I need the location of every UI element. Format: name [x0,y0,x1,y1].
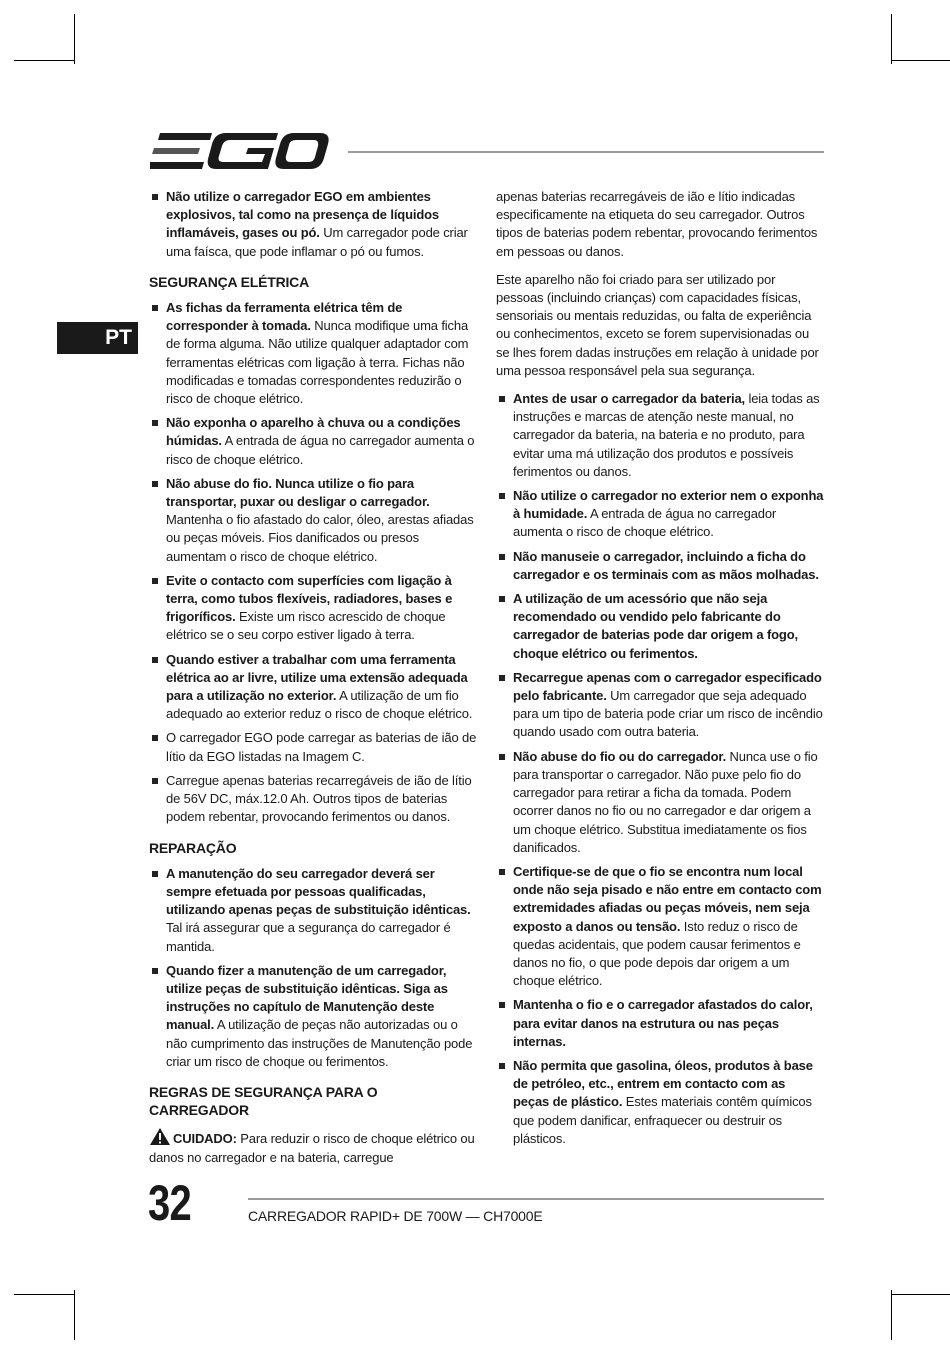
crop-mark [891,60,950,61]
list-item [149,865,477,956]
list-item [496,548,824,584]
bullet-text: Nunca modifique uma ficha de forma alguma. Não utilize qualquer adaptador com ferramentas elétricas com ligação à terra. Fichas não modificadas e tomadas correspondentes reduzirão o risco de choque elétrico. [166,318,469,407]
crop-mark [891,1294,950,1295]
list-item [149,475,477,566]
list-item [496,863,824,990]
bullet-text: Mantenha o fio afastado do calor, óleo, arestas afiadas ou peças móveis. Fios danificados ou presos aumentam o risco de choque elétrico. [166,512,474,564]
right-column [496,188,824,1154]
bullet-bold: As fichas da ferramenta elétrica têm de corresponder à tomada. [166,300,403,334]
bullet-text: Estes materiais contêm químicos que podem danificar, enfraquecer ou destruir os plásticos. [513,1094,812,1146]
crop-mark [891,14,892,64]
footer-rule [248,1198,824,1200]
bullet-text: A entrada de água no carregador aumenta o risco de choque elétrico. [166,433,475,467]
bullet-bold: Não utilize o carregador no exterior nem o exponha à humidade. [513,488,824,522]
bullet-bold: Não abuse do fio ou do carregador. [513,748,727,764]
charger-bullets [496,390,824,1148]
bullet-bold: Quando estiver a trabalhar com uma ferramenta elétrica ao ar livre, utilize uma extensão adequada para a utilização no exterior. [166,651,468,704]
bullet-text: Nunca use o fio para transportar o carregador. Não puxe pelo fio do carregador para retirar a ficha da tomada. Podem ocorrer danos no fio ou no carregador e dar origem a um choque elétrico. Substitua imediatamente os fios danificados. [513,748,818,855]
list-item [149,414,477,469]
crop-mark [14,1294,74,1295]
bullet-bold: Mantenha o fio e o carregador afastados do calor, para evitar danos na estrutura ou nas peças internas. [513,997,813,1049]
bullet-bold: Não manuseie o carregador, incluindo a ficha do carregador e os terminais com as mãos molhadas. [513,548,819,582]
caution-label: CUIDADO: [173,1131,237,1147]
bullet-bold: A utilização de um acessório que não seja recomendado ou vendido pelo fabricante do carregador de baterias pode dar origem a fogo, choque elétrico ou ferimentos. [513,591,798,661]
bullet-bold: Recarregue apenas com o carregador especificado pelo fabricante. [513,669,822,704]
list-item [149,299,477,408]
crop-mark [74,14,75,64]
crop-mark [14,60,74,61]
bullet-text: Um carregador pode criar uma faísca, que pode inflamar o pó ou fumos. [166,225,468,259]
footer-title: CARREGADOR RAPID+ DE 700W — CH7000E [248,1208,543,1224]
bullet-bold: Quando fizer a manutenção de um carregador, utilize peças de substituição idênticas. Siga as instruções no capítulo de Manutenção deste manual. [166,962,448,1033]
page-number: 32 [148,1175,191,1231]
caution-paragraph [149,1127,477,1166]
list-item [496,1057,824,1148]
crop-mark [74,1290,75,1340]
bullet-text: Um carregador que seja adequado para um tipo de bateria pode criar um risco de incêndio quando usado com outra bateria. [513,688,823,740]
paragraph: Este aparelho não foi criado para ser utilizado por pessoas (incluindo crianças) com capacidades físicas, sensoriais ou mentais reduzidas, ou falta de experiência ou conhecimentos, exceto se forem supervisionadas ou se lhes forem dadas instruções em relação à unidade por uma pessoa responsável pela sua segurança. [496,271,819,378]
list-item [149,729,477,765]
bullet-bold: A manutenção do seu carregador deverá ser sempre efetuada por pessoas qualificadas, utilizando apenas peças de substituição idênticas. [166,865,471,918]
list-item [496,748,824,857]
bullet-text: A entrada de água no carregador aumenta o risco de choque elétrico. [513,506,777,540]
list-item [496,487,824,542]
bullet-bold: Não utilize o carregador EGO em ambientes explosivos, tal como na presença de líquidos inflamáveis, gases ou pó. [166,189,439,241]
bullet-text: Isto reduz o risco de quedas acidentais, que podem causar ferimentos e danos no fio, o que pode depois dar origem a um choque elétrico. [513,918,801,989]
section-heading-electrical: SEGURANÇA ELÉTRICA [149,273,309,290]
warning-triangle-icon [149,1127,171,1146]
intro-bullets [149,188,477,261]
section-heading-repair: REPARAÇÃO [149,839,237,856]
bullet-text: A utilização de peças não autorizadas ou o não cumprimento das instruções de Manutenção pode criar um risco de choque ou ferimentos. [166,1017,473,1069]
section-heading-charger-rules: REGRAS DE SEGURANÇA PARA O CARREGADOR [149,1083,378,1119]
header-rule [348,151,824,153]
bullet-text: Tal irá assegurar que a segurança do carregador é mantida. [166,920,451,954]
bullet-bold: Antes de usar o carregador da bateria, [513,391,745,407]
repair-bullets [149,865,477,1071]
electrical-bullets [149,299,477,826]
bullet-bold: Evite o contacto com superfícies com ligação à terra, como tubos flexíveis, radiadores, bases e frigoríficos. [166,572,453,625]
ego-logo [150,131,330,171]
list-item [149,962,477,1071]
bullet-bold: Não exponha o aparelho à chuva ou a condições húmidas. [166,415,461,449]
list-item [149,651,477,724]
caution-text: Para reduzir o risco de choque elétrico ou danos no carregador e na bateria, carregue [149,1131,475,1165]
bullet-text: A utilização de um fio adequado ao exterior reduz o risco de choque elétrico. [166,688,473,722]
list-item [149,188,477,261]
list-item [149,572,477,645]
bullet-bold: Certifique-se de que o fio se encontra num local onde não seja pisado e não entre em contacto com extremidades afiadas ou peças móveis, nem seja exposto a danos ou tensão. [513,863,822,934]
bullet-bold: Não permita que gasolina, óleos, produtos à base de petróleo, etc., entrem em contacto com as peças de plástico. [513,1057,813,1110]
list-item [496,669,824,742]
language-tab: PT [57,322,138,354]
list-item [496,996,824,1051]
paragraph: apenas baterias recarregáveis de ião e lítio indicadas especificamente na etiqueta do seu carregador. Outros tipos de baterias podem rebentar, provocando ferimentos em pessoas ou danos. [496,189,818,259]
bullet-text: Existe um risco acrescido de choque elétrico se o seu corpo estiver ligado à terra. [166,609,446,643]
bullet-text: leia todas as instruções e marcas de atenção neste manual, no carregador da bateria, na bateria e no produto, para evitar uma má utilização dos produtos e possíveis ferimentos ou danos. [513,391,820,479]
list-item [496,590,824,663]
list-item [149,772,477,827]
bullet-text: Carregue apenas baterias recarregáveis de ião de lítio de 56V DC, máx.12.0 Ah. Outros tipos de baterias podem rebentar, provocando ferimentos ou danos. [166,772,472,825]
crop-mark [891,1290,892,1340]
bullet-bold: Não abuse do fio. Nunca utilize o fio para transportar, puxar ou desligar o carregador. [166,475,430,510]
list-item [496,390,824,481]
left-column [149,188,477,1167]
bullet-text: O carregador EGO pode carregar as baterias de ião de lítio da EGO listadas na Imagem C. [166,730,477,764]
